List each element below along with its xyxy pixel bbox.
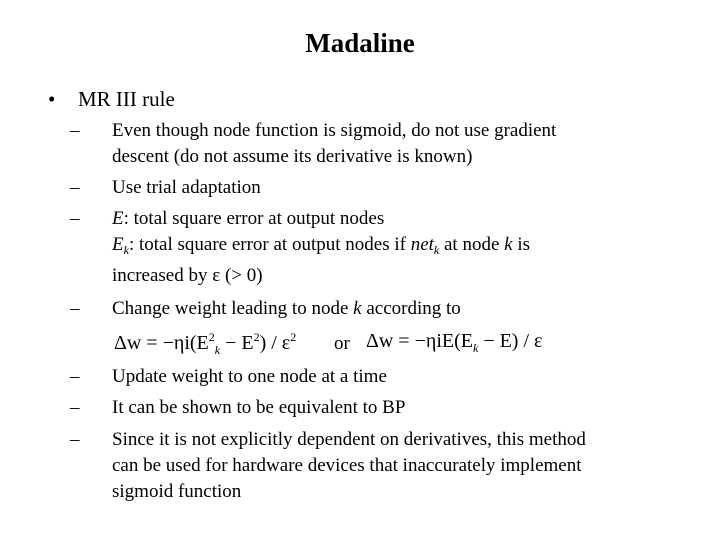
main-bullet-text: MR III rule	[78, 87, 175, 111]
sub-item-line: Change weight leading to node k according to	[112, 298, 461, 319]
formula-squared-error: $\Delta w = -\eta i(E^2_k - E^2) / \varepsilon^2$	[114, 330, 297, 357]
sub-item-line: Even though node function is sigmoid, do not use gradient	[112, 120, 557, 141]
dash-marker: –	[70, 177, 80, 198]
slide-title: Madaline	[305, 28, 415, 58]
sub-item-line: $E_k$: total square error at output nodes if net$_k$ at node k is	[112, 234, 531, 257]
weight-update-formulas	[114, 327, 674, 361]
sub-item-line: E: total square error at output nodes	[112, 208, 385, 229]
sub-item-line: can be used for hardware devices that inaccurately implement	[112, 455, 582, 476]
dash-marker: –	[70, 298, 80, 319]
sub-item-line: Update weight to one node at a time	[112, 366, 387, 387]
dash-marker: –	[70, 429, 80, 450]
dash-marker: –	[70, 366, 80, 387]
dash-marker: –	[70, 120, 80, 141]
formula-or: or	[334, 333, 350, 354]
sub-item-line: increased by ε (> 0)	[112, 265, 263, 286]
bullet-marker: •	[48, 87, 56, 111]
sub-item-line: It can be shown to be equivalent to BP	[112, 397, 406, 418]
main-bullet	[48, 86, 175, 112]
symbol-e: E	[112, 208, 124, 229]
dash-marker: –	[70, 397, 80, 418]
sub-item-line: Since it is not explicitly dependent on derivatives, this method	[112, 429, 586, 450]
dash-marker: –	[70, 208, 80, 229]
sub-item-line: Use trial adaptation	[112, 177, 261, 198]
sub-item-line: descent (do not assume its derivative is known)	[112, 146, 473, 167]
sub-item-line: sigmoid function	[112, 481, 242, 502]
formula-error: $\Delta w = -\eta iE(E_k - E) / \varepsilon$	[366, 330, 543, 355]
